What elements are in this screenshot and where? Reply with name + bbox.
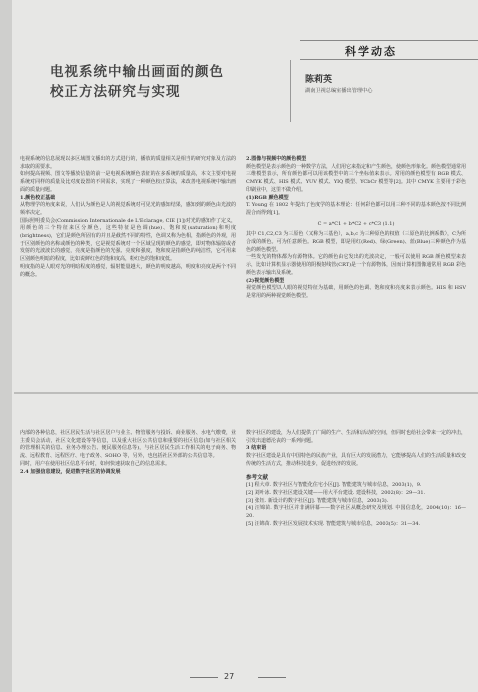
- title-divider: [290, 60, 291, 122]
- reference-item: [2] 刘叶冰. 数字社区建设关键——用大平台建设. 建设科技，2002(8)：29—31.: [246, 489, 426, 496]
- col2-para-3: 其中 C1,C2,C3 为三原色（又称为三基色），a,b,c 为三种原色的权值（三原色的比例系数），C为所合成的颜色。可为任意颜色。RGB 模型，即是用红(Red)、绿(Green)、蓝(Blue)三种颜色作为基色的颜色模型。: [246, 231, 466, 253]
- heading-conclusion: 3 结束语: [246, 445, 267, 452]
- column-4-bottom: [246, 430, 466, 528]
- equation-1-1: C = a*C1 + b*C2 + c*C3 (1.1): [317, 220, 395, 227]
- col4-para-1: 数字社区的建设，为人们提供了广阔的生产、生活和活动的空间，但同时也给社会带来一定的冲击，引发出道德沦丧的一系列问题。: [246, 430, 467, 444]
- column-2-top: [246, 156, 466, 301]
- column-3-bottom: [20, 430, 236, 476]
- heading-rgb-model: (1)RGB 颜色模型: [246, 194, 289, 201]
- article-title: [50, 62, 224, 102]
- body-para-1: 从物理学的角度来说，人们认为颜色是人的视觉系统对可见光的感知结果，感知到的颜色由光波的频率决定。: [20, 202, 236, 216]
- article-title-line2: 校正方法研究与实现: [50, 84, 181, 100]
- references-heading: 参考文献: [246, 474, 269, 481]
- col2-para-4: 一些发光的物体都为有源物体。它的颜色由它发出的光波决定，一般可以使用 RGB 颜色模型来表示，比如计算机显示器使用的阴极射线管(CRT)是一个有源物体，因而计算机图像通常用 RGB 彩色颜色表示输出及系统。: [246, 254, 466, 276]
- page-number: 27: [224, 672, 235, 681]
- page-number-rule-left: [190, 677, 218, 678]
- heading-info-building: 2.4 加强信息建设，促进数字社区的协调发展: [20, 468, 121, 475]
- page-binding-edge: [0, 0, 12, 692]
- col3-para-1: 内部的各种信息，社区居民生活与社区居户与业主、物管服务与投诉、商业服务、水电气缴费，业主委员会活动，社区文化建设等等信息，以及重大社区公共信息和重要的社区信息(如与社区相关的管理相关的信息、业务办理公告、便民服务信息等)，与社区居民生活工作相关的电子商务、物流、远程教育、远程医疗、电子政务、SOHO 等，另外，也包括社区外部的公共信息等。: [20, 430, 236, 460]
- reference-item: [1] 程大章. 数字社区与智能化住宅小区[J]. 智能建筑与城市信息，2003(1)，9.: [246, 482, 422, 489]
- col2-para-2: T. Young 在 1802 年提出了色度学的基本理论：任何彩色都可以用三种不同的基本颜色按不同比例混合而得到[1]。: [246, 202, 466, 216]
- abstract-para-1: 电视系统的信息展现以多区域图文播出的方式进行的，播放的质量相关是相当的研究对象及方法的求取的需要求。: [20, 156, 236, 170]
- abstract-para-2: 如何提高视频、图文等播放信量的前一是电视系统颜色表征的在多系统的质量高，本文主要对电视系统对同样的质量及比对度设置的不同需求，实现了一种颜色校正算法，来改善电视系统中输出画面的质量问题。: [20, 171, 236, 193]
- page-fold-separator: [14, 392, 478, 394]
- body-para-3: 明度指的是人眼对光的明暗程度的感觉，辐射能量越大，颜色的明度越高，明度和亮度是两个不同的概念。: [20, 263, 236, 278]
- reference-item: [3] 张钰. 新设计的数字社区[J]. 智能建筑与城市信息，2003(3).: [246, 497, 389, 504]
- reference-item: [4] 汪锦苗. 数字社区并非满屏幕——数字社区从概念研究及规划. 中国信息化，2004(10)：16—20.: [246, 505, 466, 520]
- page-number-rule-right: [258, 677, 286, 678]
- col4-para-2: 数字社区建设是具有中国特色的民族产业，具有巨大的发展潜力，它能够提高人们的生活质量和改变传统的生活方式，推动科技进步，促进经济的发展。: [246, 453, 467, 467]
- heading-color-basics: 1.颜色校正基础: [20, 194, 56, 201]
- article-author: 陈莉英: [305, 75, 333, 85]
- author-affiliation: 湖南卫视总编室播出管理中心: [305, 88, 373, 94]
- reference-item: [5] 汪锦苗. 数字社区发展技术实现. 智能建筑与城市信息，2003(5)：31—34.: [246, 520, 421, 527]
- heading-color-models: 2.图像与视频中的颜色模型: [246, 156, 307, 162]
- body-para-2: 国际照明委员会(Commission Internationale de L'Eclarage, CIE [1])对光的感知作了定义，用颜色的三个特征来区分颜色，这些特征是色调(hue)、饱和度(saturation)和明度(brightness)，它们是颜色所固有的并且是截然不同的特性，色调又称为色相，指颜色的外观，用于区别颜色的名称或颜色的种类，它是视觉系统对一个区域呈现的颜色的感觉，即对物体辐射或者发射的光波波长的感觉，亮度是指颜色的光强、亮度和强度，饱和度是指颜色的纯洁性，它可用来区别颜色明暗的程度，比如说鲜红色的饱和度高，粉红色的饱和度低。: [20, 217, 236, 263]
- col3-para-2: 同时，用户在使用社区信息平台时，如何快速获取自己的信息需求。: [20, 460, 171, 467]
- col2-para-1: 颜色模型是表示颜色的一种数学方法，人们用它来指定和产生颜色，使颜色形象化。颜色模型通常用三维模型表示，所有颜色都可以用该模型中的三个坐标值来表示。常用的颜色模型有 RGB 模式、CMYK 模式、HIS 模式、YUV 模式、YIQ 模型、YCbCr 模型等[2]。其中 CMYK 主要用于彩色印刷业中，这里不做介绍。: [246, 163, 467, 193]
- section-title: 科学动态: [345, 45, 397, 58]
- heading-visual-model: (2)视觉颜色模型: [246, 277, 285, 284]
- article-title-line1: 电视系统中输出画面的颜色: [50, 64, 224, 80]
- column-1-top: [20, 156, 236, 279]
- col2-para-5: 视觉颜色模型以人眼的视觉特征为基础，用颜色的色调、饱和度和亮度来表示颜色。HIS 和 HSV 是常用的两种视觉颜色模型。: [246, 285, 466, 299]
